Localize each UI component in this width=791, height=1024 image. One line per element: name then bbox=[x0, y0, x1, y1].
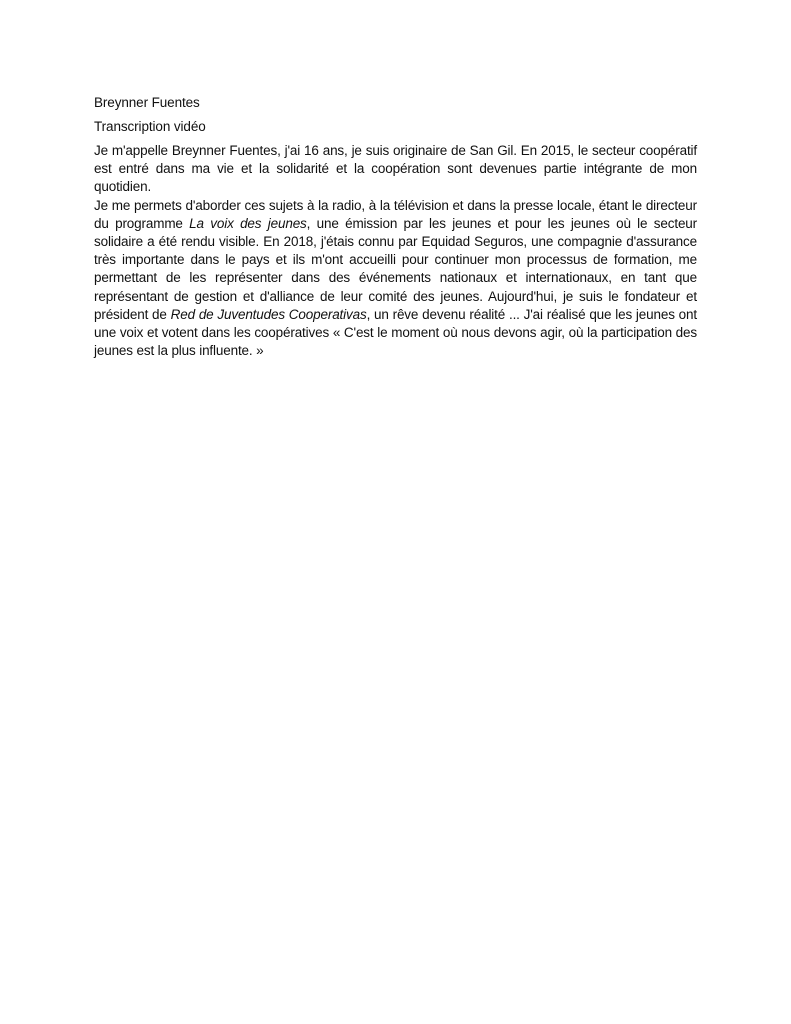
document-content bbox=[94, 94, 697, 360]
author-name: Breynner Fuentes bbox=[94, 95, 200, 110]
paragraph-intro: Je m'appelle Breynner Fuentes, j'ai 16 ans, je suis originaire de San Gil. En 2015, le secteur coopératif est entré dans ma vie et la solidarité et la coopération sont devenues partie intégrante de mon quotidien. bbox=[94, 143, 697, 195]
paragraph-main bbox=[94, 197, 697, 361]
document-subtitle: Transcription vidéo bbox=[94, 119, 206, 134]
paragraph-main-part3: , un rêve devenu réalité ... J'ai réalisé que les jeunes ont une voix et votent dans les coopératives « C'est le moment où nous devons agir, où la participation des jeunes est la plus influente. » bbox=[94, 306, 697, 359]
paragraph-main-part1: Je me permets d'aborder ces sujets à la radio, à la télévision et dans la presse locale, étant le directeur du programme bbox=[94, 197, 697, 231]
network-name: Red de Juventudes Cooperativas bbox=[170, 306, 367, 322]
paragraph-main-part2: , une émission par les jeunes et pour les jeunes où le secteur solidaire a été rendu visible. En 2018, j'étais connu par Equidad Seguros, une compagnie d'assurance très importante dans le pays et ils m'ont accueilli pour continuer mon processus de formation, me permettant de les représenter dans des événements nationaux et internationaux, en tant que représentant de gestion et d'alliance de leur comité des jeunes. Aujourd'hui, je suis le fondateur et président de bbox=[94, 215, 698, 322]
program-name: La voix des jeunes bbox=[189, 215, 307, 231]
